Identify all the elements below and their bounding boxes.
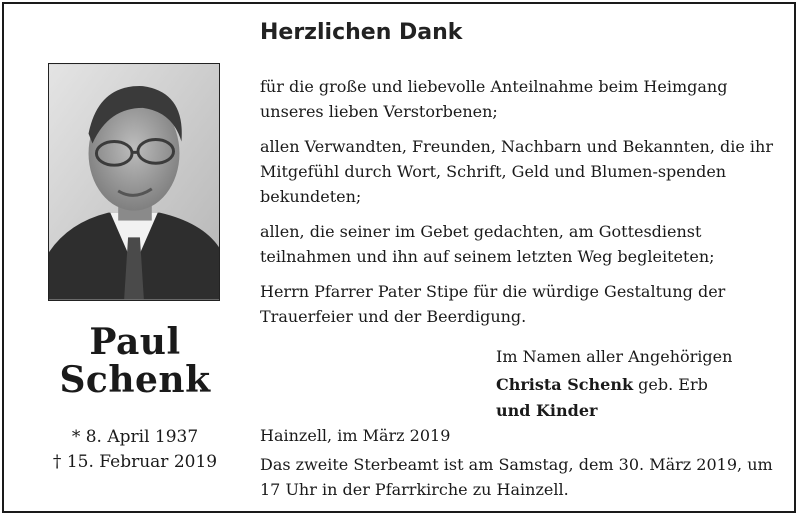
- place-and-date: Hainzell, im März 2019: [260, 426, 451, 445]
- burial-note: Das zweite Sterbeamt ist am Samstag, dem 30. März 2019, um 17 Uhr in der Pfarrkirche zu Hainzell.: [260, 455, 773, 499]
- birth-date: * 8. April 1937: [71, 427, 199, 447]
- thanks-paragraph-1: für die große und liebevolle Anteilnahme beim Heimgang unseres lieben Verstorbenen;: [260, 77, 728, 121]
- deceased-last-name: Schenk: [59, 359, 211, 401]
- portrait-photo: [48, 63, 220, 301]
- signature-maiden-name: geb. Erb: [638, 375, 708, 394]
- signature-name-line: [496, 371, 796, 399]
- thanks-paragraph-3: allen, die seiner im Gebet gedachten, am Gottesdienst teilnahmen und ihn auf seinem letzten Weg begleiteten;: [260, 222, 715, 266]
- signature-name: Christa Schenk: [496, 375, 634, 394]
- signature-intro: Im Namen aller Angehörigen: [496, 347, 733, 366]
- portrait-photo-icon: [49, 64, 219, 300]
- signature-children-line: [496, 397, 796, 425]
- signature-children: und Kinder: [496, 401, 598, 420]
- notice-heading: Herzlichen Dank: [260, 20, 463, 45]
- thanks-paragraph-2: allen Verwandten, Freunden, Nachbarn und Bekannten, die ihr Mitgefühl durch Wort, Schrift, Geld und Blumen-spenden bekundeten;: [260, 137, 773, 206]
- thanks-paragraph-4: Herrn Pfarrer Pater Stipe für die würdige Gestaltung der Trauerfeier und der Beerdigung.: [260, 282, 726, 326]
- deceased-first-name: Paul: [89, 321, 181, 363]
- death-date: † 15. Februar 2019: [52, 452, 218, 472]
